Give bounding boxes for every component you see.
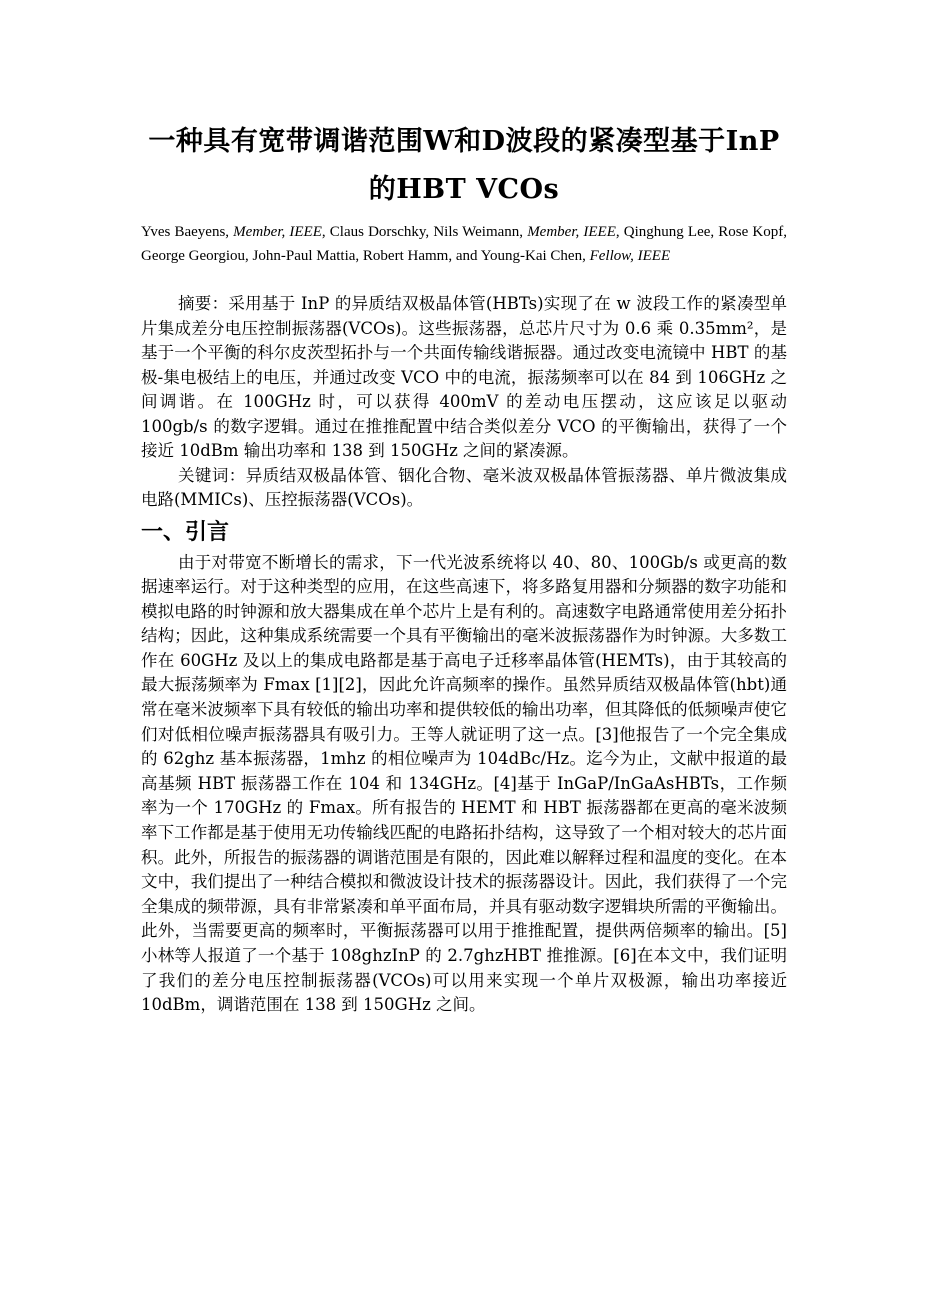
author-affiliation: Fellow, IEEE xyxy=(589,248,671,264)
author-name: Robert Hamm xyxy=(362,248,449,264)
author-name: John-Paul Mattia xyxy=(252,248,356,264)
paper-title: 一种具有宽带调谐范围W和D波段的紧凑型基于InP的HBT VCOs xyxy=(148,126,780,205)
author-affiliation: Member, IEEE xyxy=(527,224,616,240)
author-name: Qinghung Lee xyxy=(623,224,711,240)
introduction-paragraph: 由于对带宽不断增长的需求，下一代光波系统将以 40、80、100Gb/s 或更高的数据速率运行。对于这种类型的应用，在这些高速下，将多路复用器和分频器的数字功能和模拟电路的时钟源和放大器集成在单个芯片上是有利的。高速数字电路通常使用差分拓扑结构；因此，这种集成系统需要一个具有平衡输出的毫米波振荡器作为时钟源。大多数工作在 60GHz 及以上的集成电路都是基于高电子迁移率晶体管(HEMTs)，由于其较高的最大振荡频率为 Fmax [1][2]，因此允许高频率的操作。虽然异质结双极晶体管(hbt)通常在毫米波频率下具有较低的输出功率和提供较低的输出功率，但其降低的低频噪声使它们对低相位噪声振荡器具有吸引力。王等人就证明了这一点。[3]他报告了一个完全集成的 62ghz 基本振荡器，1mhz 的相位噪声为 104dBc/Hz。迄今为止，文献中报道的最高基频 HBT 振荡器工作在 104 和 134GHz。[4]基于 InGaP/InGaAsHBTs，工作频率为一个 170GHz 的 Fmax。所有报告的 HEMT 和 HBT 振荡器都在更高的毫米波频率下工作都是基于使用无功传输线匹配的电路拓扑结构，这导致了一个相对较大的芯片面积。此外，所报告的振荡器的调谐范围是有限的，因此难以解释过程和温度的变化。在本文中，我们提出了一种结合模拟和微波设计技术的振荡器设计。因此，我们获得了一个完全集成的频带源，具有非常紧凑和单平面布局，并具有驱动数字逻辑块所需的平衡输出。此外，当需要更高的频率时，平衡振荡器可以用于推推配置，提供两倍频率的输出。[5]小林等人报道了一个基于 108ghzInP 的 2.7ghzHBT 推推源。[6]在本文中，我们证明了我们的差分电压控制振荡器(VCOs)可以用来实现一个单片双极源，输出功率接近 10dBm，调谐范围在 138 到 150GHz 之间。 xyxy=(141,552,787,1015)
author-name: George Georgiou xyxy=(141,248,246,264)
author-name: Rose Kopf xyxy=(718,224,784,240)
author-name: Young-Kai Chen xyxy=(480,248,583,264)
author-affiliation: Member, IEEE xyxy=(233,224,322,240)
author-name: Yves Baeyens xyxy=(141,224,226,240)
author-name: Nils Weimann xyxy=(433,224,520,240)
paper-content xyxy=(141,118,787,1018)
keywords-paragraph: 关键词：异质结双极晶体管、铟化合物、毫米波双极晶体管振荡器、单片微波集成电路(MMICs)、压控振荡器(VCOs)。 xyxy=(141,465,787,509)
abstract-paragraph: 摘要：采用基于 InP 的异质结双极晶体管(HBTs)实现了在 w 波段工作的紧凑型单片集成差分电压控制振荡器(VCOs)。这些振荡器，总芯片尺寸为 0.6 乘 0.35mm²，是基于一个平衡的科尔皮茨型拓扑与一个共面传输线谐振器。通过改变电流镜中 HBT 的基极-集电极结上的电压，并通过改变 VCO 中的电流，振荡频率可以在 84 到 106GHz 之间调谐。在 100GHz 时，可以获得 400mV 的差动电压摆动，这应该足以驱动 100gb/s 的数字逻辑。通过在推推配置中结合类似差分 VCO 的平衡输出，获得了一个接近 10dBm 输出功率和 138 到 150GHz 之间的紧凑源。 xyxy=(141,294,787,460)
author-name: Claus Dorschky xyxy=(329,224,426,240)
section-heading-introduction: 一、引言 xyxy=(141,519,230,545)
author-list: Yves Baeyens, Member, IEEE, Claus Dorschky, Nils Weimann, Member, IEEE, Qinghung Lee, Rose Kopf, George Georgiou, John-Paul Mattia, Robert Hamm, and Young-Kai Chen, Fellow, IEEE xyxy=(141,224,788,264)
